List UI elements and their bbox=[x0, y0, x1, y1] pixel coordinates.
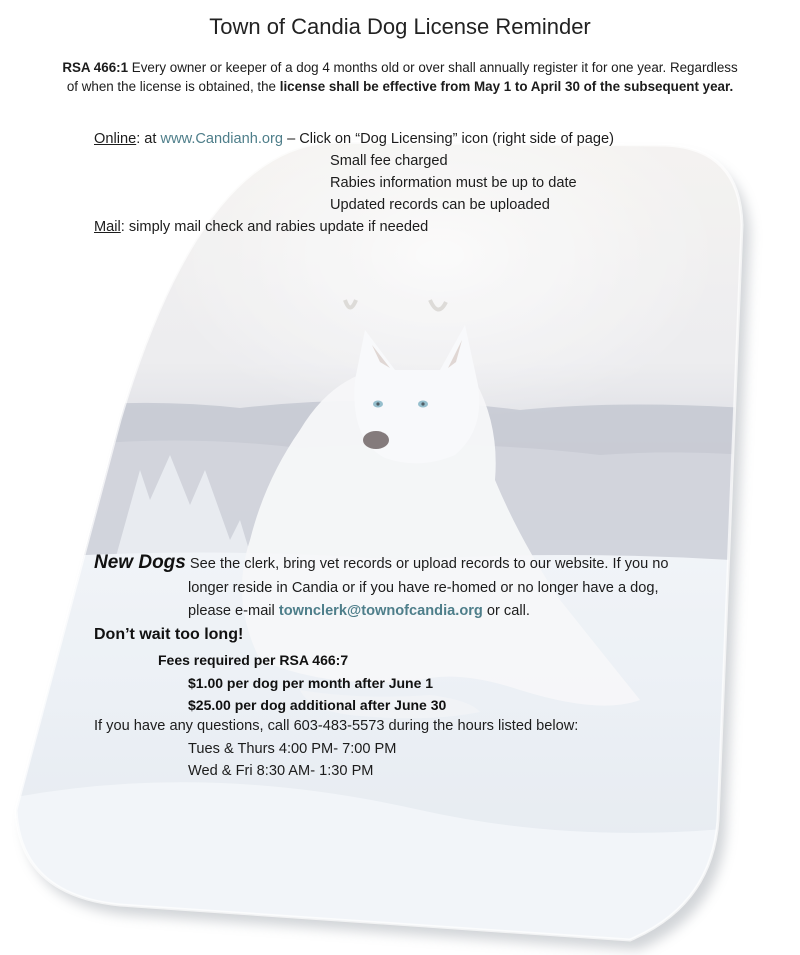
fees-heading: Fees required per RSA 466:7 bbox=[158, 652, 349, 668]
rsa-paragraph bbox=[60, 58, 740, 96]
rsa-label: RSA 466:1 bbox=[62, 60, 129, 75]
email-suffix: or call. bbox=[486, 603, 530, 619]
new-dogs-line-1 bbox=[94, 552, 669, 574]
hours-item: Wed & Fri 8:30 AM- 1:30 PM bbox=[188, 763, 374, 779]
online-note: Updated records can be uploaded bbox=[330, 197, 550, 213]
rsa-effective-dates: license shall be effective from May 1 to April 30 of the subsequent year. bbox=[279, 79, 734, 94]
page-title: Town of Candia Dog License Reminder bbox=[209, 14, 591, 39]
fee-item: $1.00 per dog per month after June 1 bbox=[188, 675, 434, 691]
mail-line bbox=[94, 219, 428, 235]
questions-line: If you have any questions, call 603-483-5573 during the hours listed below: bbox=[94, 718, 579, 734]
online-prefix: : at bbox=[136, 131, 157, 147]
mail-text: : simply mail check and rabies update if needed bbox=[120, 219, 429, 235]
dont-wait-heading: Don’t wait too long! bbox=[94, 626, 244, 643]
online-note: Rabies information must be up to date bbox=[330, 175, 577, 191]
new-dogs-line-2: longer reside in Candia or if you have re-homed or no longer have a dog, bbox=[188, 580, 659, 596]
new-dogs-heading: New Dogs bbox=[94, 552, 186, 573]
online-note: Small fee charged bbox=[330, 153, 448, 169]
online-label: Online bbox=[94, 131, 137, 147]
email-link[interactable]: townclerk@townofcandia.org bbox=[278, 603, 483, 619]
website-link[interactable]: www.Candianh.org bbox=[160, 131, 284, 147]
hours-item: Tues & Thurs 4:00 PM- 7:00 PM bbox=[188, 741, 397, 757]
rsa-text: Every owner or keeper of a dog 4 months old or over shall annually register it for one year. Regardless of when the license is obtained, the bbox=[66, 60, 738, 94]
online-line bbox=[94, 131, 614, 147]
fee-item: $25.00 per dog additional after June 30 bbox=[188, 697, 447, 713]
online-suffix: – Click on “Dog Licensing” icon (right side of page) bbox=[287, 131, 614, 147]
new-dogs-line-3 bbox=[188, 603, 530, 619]
email-prefix: please e-mail bbox=[188, 603, 275, 619]
mail-label: Mail bbox=[94, 219, 121, 235]
new-dogs-text: See the clerk, bring vet records or upload records to our website. If you no bbox=[189, 556, 669, 572]
